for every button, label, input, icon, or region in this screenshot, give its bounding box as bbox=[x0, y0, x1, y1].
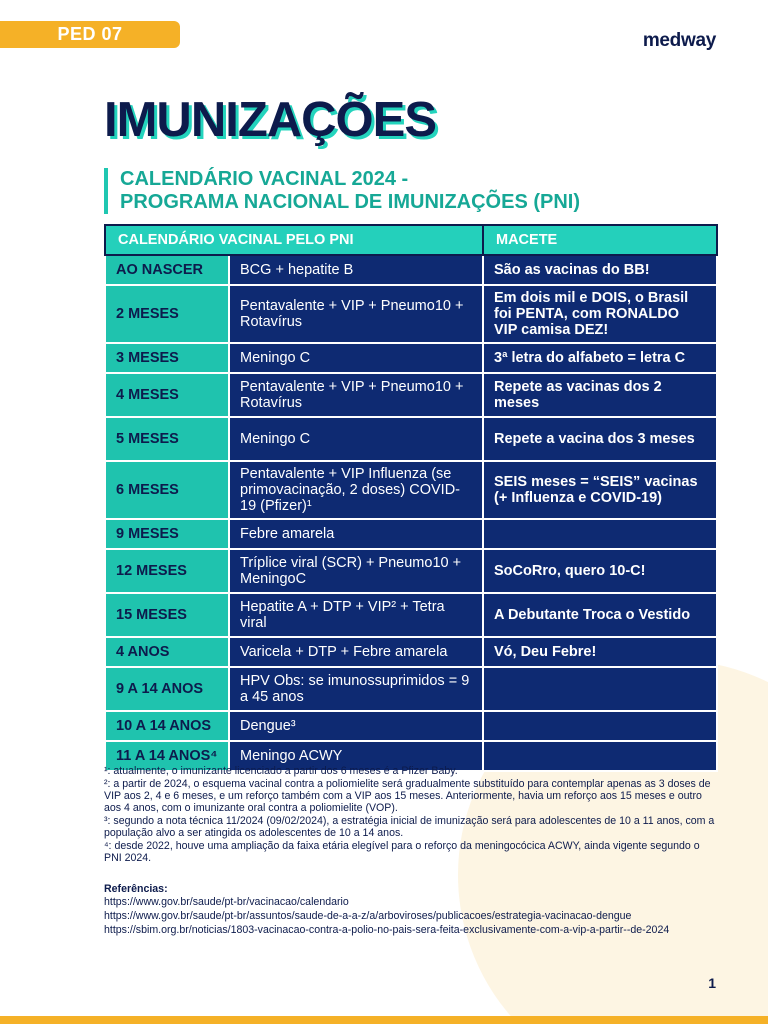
tip-cell: SEIS meses = “SEIS” vacinas (+ Influenza e COVID-19) bbox=[483, 461, 717, 519]
tip-cell: Vó, Deu Febre! bbox=[483, 637, 717, 667]
vaccines-cell: Meningo C bbox=[229, 343, 483, 373]
table-row bbox=[105, 343, 717, 373]
age-cell: 11 A 14 ANOS⁴ bbox=[105, 741, 229, 771]
tip-cell: Em dois mil e DOIS, o Brasil foi PENTA, com RONALDO VIP camisa DEZ! bbox=[483, 285, 717, 343]
age-cell: 4 ANOS bbox=[105, 637, 229, 667]
tip-cell bbox=[483, 519, 717, 549]
table-row bbox=[105, 637, 717, 667]
brand-logo: medway bbox=[642, 30, 716, 51]
page-title: IMUNIZAÇÕES bbox=[104, 93, 436, 147]
tip-cell: Repete a vacina dos 3 meses bbox=[483, 417, 717, 461]
age-cell: 3 MESES bbox=[105, 343, 229, 373]
table-row bbox=[105, 255, 717, 285]
vaccines-cell: Meningo C bbox=[229, 417, 483, 461]
table-row bbox=[105, 667, 717, 711]
footnotes bbox=[104, 765, 716, 865]
table-row bbox=[105, 373, 717, 417]
tip-cell bbox=[483, 667, 717, 711]
age-cell: 4 MESES bbox=[105, 373, 229, 417]
table-row bbox=[105, 519, 717, 549]
age-cell: 9 A 14 ANOS bbox=[105, 667, 229, 711]
table-row bbox=[105, 593, 717, 637]
table-row bbox=[105, 549, 717, 593]
vaccines-cell: Meningo ACWY bbox=[229, 741, 483, 771]
header-calendar: CALENDÁRIO VACINAL PELO PNI bbox=[105, 225, 483, 255]
vaccines-cell: HPV Obs: se imunossuprimidos = 9 a 45 anos bbox=[229, 667, 483, 711]
tip-cell bbox=[483, 711, 717, 741]
tip-cell: Repete as vacinas dos 2 meses bbox=[483, 373, 717, 417]
age-cell: 6 MESES bbox=[105, 461, 229, 519]
table-row bbox=[105, 711, 717, 741]
age-cell: 10 A 14 ANOS bbox=[105, 711, 229, 741]
vaccines-cell: BCG + hepatite B bbox=[229, 255, 483, 285]
vaccines-cell: Varicela + DTP + Febre amarela bbox=[229, 637, 483, 667]
age-cell: 9 MESES bbox=[105, 519, 229, 549]
table-row bbox=[105, 461, 717, 519]
age-cell: 15 MESES bbox=[105, 593, 229, 637]
vaccines-cell: Hepatite A + DTP + VIP² + Tetra viral bbox=[229, 593, 483, 637]
page-number: 1 bbox=[708, 975, 716, 991]
tip-cell: A Debutante Troca o Vestido bbox=[483, 593, 717, 637]
table-row bbox=[105, 285, 717, 343]
references-title: Referências: bbox=[104, 883, 168, 895]
vaccines-cell: Pentavalente + VIP Influenza (se primovacinação, 2 doses) COVID-19 (Pfizer)¹ bbox=[229, 461, 483, 519]
vaccines-cell: Dengue³ bbox=[229, 711, 483, 741]
bottom-bar bbox=[0, 1016, 768, 1024]
age-cell: AO NASCER bbox=[105, 255, 229, 285]
age-cell: 12 MESES bbox=[105, 549, 229, 593]
tip-cell: 3ª letra do alfabeto = letra C bbox=[483, 343, 717, 373]
vaccination-table bbox=[104, 224, 718, 772]
references bbox=[104, 882, 716, 938]
vaccines-cell: Pentavalente + VIP + Pneumo10 + Rotavírus bbox=[229, 285, 483, 343]
reference-link[interactable]: https://sbim.org.br/noticias/1803-vacinacao-contra-a-polio-no-pais-sera-feita-exclusivamente-com-a-vip-a-partir--de-2024 bbox=[104, 924, 670, 936]
vaccines-cell: Tríplice viral (SCR) + Pneumo10 + MeningoC bbox=[229, 549, 483, 593]
footnote-4: ⁴: desde 2022, houve uma ampliação da faixa etária elegível para o reforço da meningocócica ACWY, ainda vigente segundo o PNI 2024. bbox=[104, 840, 700, 864]
subtitle-line-1: CALENDÁRIO VACINAL 2024 - bbox=[120, 168, 409, 190]
tip-cell: São as vacinas do BB! bbox=[483, 255, 717, 285]
section-tag: PED 07 bbox=[0, 21, 180, 48]
table-row bbox=[105, 417, 717, 461]
reference-link[interactable]: https://www.gov.br/saude/pt-br/assuntos/saude-de-a-a-z/a/arboviroses/publicacoes/estrategia-vacinacao-dengue bbox=[104, 910, 632, 922]
age-cell: 2 MESES bbox=[105, 285, 229, 343]
age-cell: 5 MESES bbox=[105, 417, 229, 461]
vaccines-cell: Febre amarela bbox=[229, 519, 483, 549]
header-tip: MACETE bbox=[483, 225, 717, 255]
footnote-2: ²: a partir de 2024, o esquema vacinal contra a poliomielite será gradualmente substituído para contemplar apenas as 3 doses de VIP aos 2, 4 e 6 meses, e um reforço também com a VIP aos 15 meses. Anteriormente, havia um reforço aos 15 meses e outro aos 4 anos, com o imunizante oral contra a poliomielite (VOP). bbox=[104, 778, 711, 814]
subtitle-line-2: PROGRAMA NACIONAL DE IMUNIZAÇÕES (PNI) bbox=[120, 191, 580, 213]
footnote-1: ¹: atualmente, o imunizante licenciado a partir dos 6 meses é a Pfizer Baby. bbox=[104, 765, 458, 777]
footnote-3: ³: segundo a nota técnica 11/2024 (09/02/2024), a estratégia inicial de imunização será para adolescentes de 10 a 11 anos, com a população alvo a ser atingida os adolescentes de 10 a 14 anos. bbox=[104, 815, 715, 839]
subtitle bbox=[104, 168, 580, 214]
reference-link[interactable]: https://www.gov.br/saude/pt-br/vacinacao/calendario bbox=[104, 896, 349, 908]
vaccines-cell: Pentavalente + VIP + Pneumo10 + Rotavírus bbox=[229, 373, 483, 417]
table-header-row bbox=[105, 225, 717, 255]
tip-cell: SoCoRro, quero 10-C! bbox=[483, 549, 717, 593]
